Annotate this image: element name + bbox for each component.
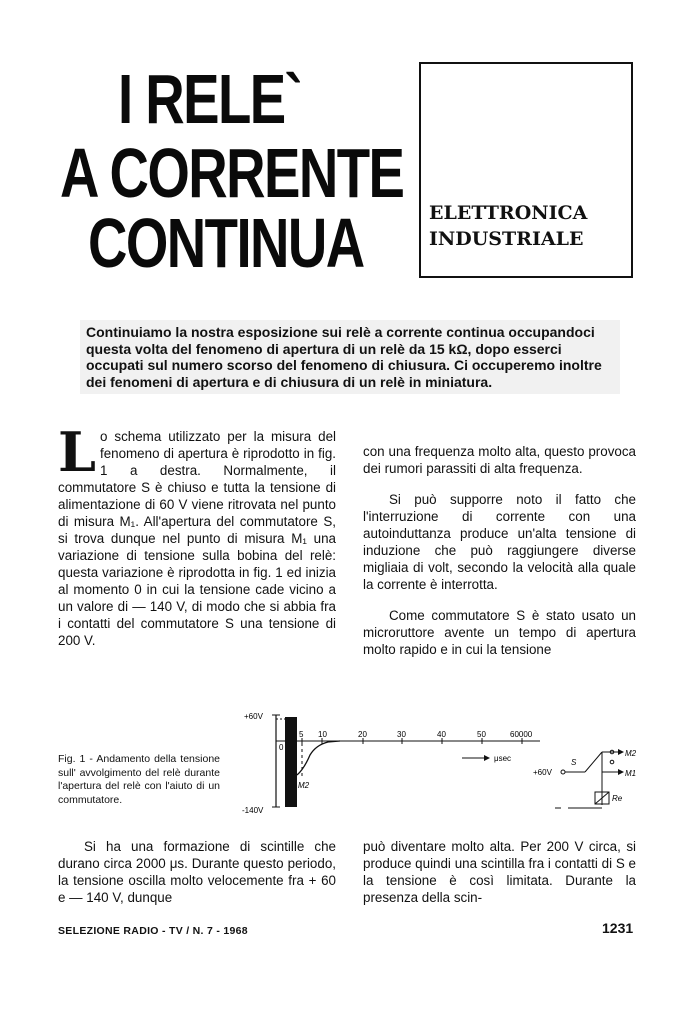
unit-label: μsec xyxy=(494,754,512,763)
circuit-m2-label: M2 xyxy=(625,749,637,758)
circuit-m1-label: M1 xyxy=(625,769,637,778)
figure-1 xyxy=(240,705,650,825)
page-number: 1231 xyxy=(602,920,634,936)
title-line-3: CONTINUA xyxy=(88,204,364,282)
drop-cap: L xyxy=(58,420,96,484)
x-tick-50: 50 xyxy=(477,730,486,739)
col2-paragraph-2: Si può supporre noto il fatto che l'interruzione di corrente con una autoinduttanza produce un'alta tensione di induzione che può raggiungere diverse migliaia di volt, secondo la velocità alla quale la corrente è interrotta. xyxy=(363,492,636,592)
col1-paragraph-1: o schema utilizzato per la misura del fenomeno di apertura è riprodotto in fig. 1 a destra. Normalmente, il commutatore S è chiuso e tutta la tensione di alimentazione di 60 V viene ritrovata nel punto di misura M₁. All'apertura del commutatore S, si trova dunque nel punto di misura M₁ una variazione di tensione sulla bobina del relè: questa variazione è riprodotta in fig. 1 ed inizia al momento 0 in cui la tensione cade vicino a un valore di — 140 V, di modo che si abbia fra i contatti del commutatore S una tensione di 200 V. xyxy=(58,429,336,648)
title-line-2: A CORRENTE xyxy=(60,134,404,212)
x-tick-40: 40 xyxy=(437,730,446,739)
relay-label: Re xyxy=(612,794,623,803)
column-2-top xyxy=(363,443,636,658)
switch-label: S xyxy=(571,758,577,767)
col2-paragraph-1: con una frequenza molto alta, questo provoca dei rumori parassiti di alta frequenza. xyxy=(363,444,636,476)
section-box-label xyxy=(429,200,627,252)
x-tick-60000: 60000 xyxy=(510,730,533,739)
circuit-diagram xyxy=(533,749,637,808)
x-tick-10: 10 xyxy=(318,730,327,739)
title-line-1: I RELE` xyxy=(118,60,302,138)
section-line-2: INDUSTRIALE xyxy=(429,228,584,250)
oscillation-band xyxy=(285,717,297,807)
x-tick-20: 20 xyxy=(358,730,367,739)
y-bottom-label: -140V xyxy=(242,806,264,815)
column-1-top xyxy=(58,420,336,663)
m2-curve-label: M2 xyxy=(298,781,310,790)
y-top-label: +60V xyxy=(244,712,263,721)
column-2-bottom xyxy=(363,838,636,906)
intro-paragraph: Continuiamo la nostra esposizione sui relè a corrente continua occupandoci questa volta del fenomeno di apertura di un relè da 15 kΩ, dopo esserci occupati sul numero scorso del fenomeno di chiusura. Ci occuperemo inoltre dei fenomeni di apertura e di chiusura di un relè in miniatura. xyxy=(80,320,620,394)
supply-label: +60V xyxy=(533,768,552,777)
figure-caption: Fig. 1 - Andamento della tensione sull' avvolgimento del relè durante l'apertura del relè con l'aiuto di un commutatore. xyxy=(58,753,220,806)
recovery-curve xyxy=(297,741,340,775)
x-tick-5: 5 xyxy=(299,730,304,739)
col2-paragraph-3: Come commutatore S è stato usato un microruttore avente un tempo di apertura molto rapido e in cui la tensione xyxy=(363,608,636,657)
x-tick-30: 30 xyxy=(397,730,406,739)
col1-paragraph-2: Si ha una formazione di scintille che durano circa 2000 μs. Durante questo periodo, la tensione oscilla molto velocemente fra + 60 e — 140 V, dunque xyxy=(58,839,336,905)
y-zero-label: 0 xyxy=(279,743,284,752)
footer-publication: SELEZIONE RADIO - TV / N. 7 - 1968 xyxy=(58,925,248,937)
section-line-1: ELETTRONICA xyxy=(429,202,588,224)
section-box xyxy=(419,62,633,278)
column-1-bottom xyxy=(58,838,336,906)
col2-paragraph-4: può diventare molto alta. Per 200 V circa, si produce quindi una scintilla fra i contatti di S e la tensione è così limitata. Durante la presenza della scin- xyxy=(363,839,636,905)
